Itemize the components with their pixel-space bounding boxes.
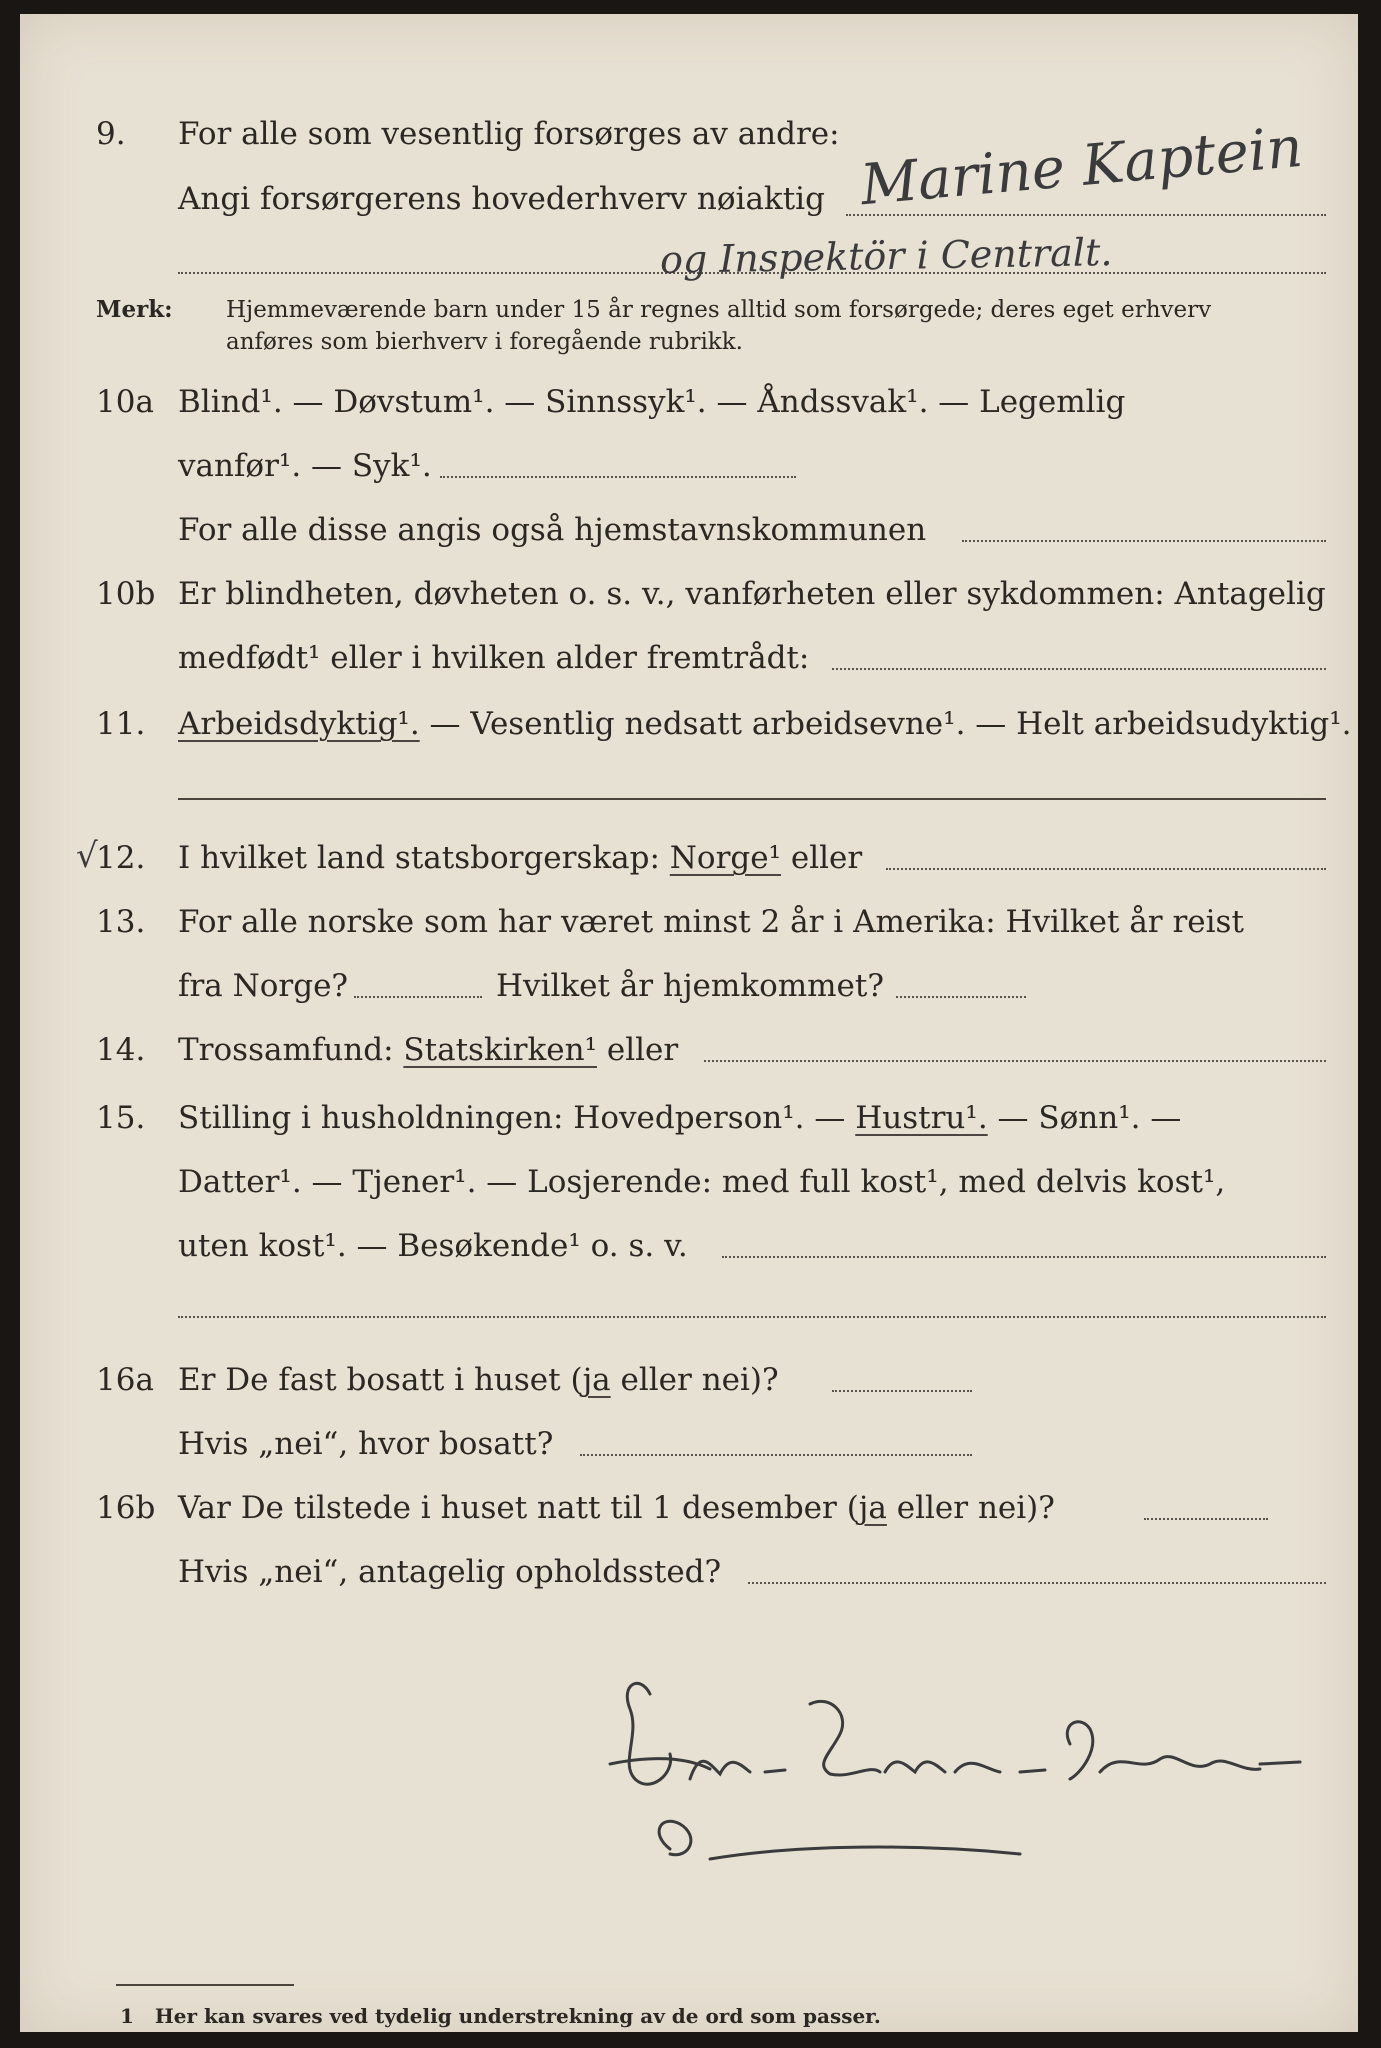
question-options [178,1488,1055,1528]
question-text: eller nei)? [610,1362,779,1398]
footnote-text: Her kan svares ved tydelig understrekning av de ord som passer. [154,2004,881,2028]
question-16a-line2 [20,1424,1358,1464]
note-label: Merk: [96,296,173,323]
census-form-page [20,14,1358,2032]
question-number: 11. [96,706,146,742]
question-15-line3 [20,1226,1358,1266]
question-14 [20,1030,1358,1070]
question-number: 10b [96,576,156,612]
footnote [120,2004,881,2028]
selected-option: Statskirken¹ [403,1032,597,1068]
selected-option: ja [858,1490,887,1526]
answer-line [178,1316,1326,1318]
answer-line [832,1390,972,1392]
question-13 [20,902,1358,942]
answer-line [1144,1518,1268,1520]
answer-line [722,1256,1326,1258]
answer-line [440,476,796,478]
question-options [178,704,1352,744]
question-15 [20,1098,1358,1138]
question-text: eller [597,1032,679,1068]
question-text: fra Norge? [178,968,349,1004]
selected-option: Arbeidsdyktig¹. [178,706,420,742]
question-10b [20,574,1358,614]
question-10b-line2 [20,638,1358,678]
question-number: 14. [96,1032,146,1068]
footnote-mark: 1 [120,2004,134,2028]
question-10a-line2 [20,446,1358,486]
answer-line [962,540,1326,542]
question-options [178,1098,1181,1138]
answer-line [832,668,1326,670]
selected-option: Norge¹ [669,840,782,876]
question-number: 16b [96,1490,156,1526]
question-text: Er De fast bosatt i huset ( [178,1362,583,1398]
answer-line [704,1060,1326,1062]
question-text: — Vesentlig nedsatt arbeidsevne¹. — Helt arbeidsudyktig¹. [419,706,1352,742]
check-mark: √ [76,836,98,876]
answer-line [580,1454,972,1456]
handwritten-answer: og Inspektör i Centralt. [659,230,1113,282]
question-text: I hvilket land statsborgerskap: [178,840,660,876]
question-text: For alle norske som har været minst 2 år i Amerika: Hvilket år reist [178,904,1244,940]
handwritten-signature [600,1654,1340,1884]
question-text: vanfør¹. — Syk¹. [178,448,432,484]
answer-line [886,868,1326,870]
question-text: Hvis „nei“, antagelig opholdssted? [178,1554,722,1590]
question-number: 9. [96,116,126,152]
question-number: 15. [96,1100,146,1136]
answer-line [178,798,1326,800]
question-11 [20,704,1358,744]
question-options [178,838,862,878]
question-text: — Sønn¹. — [987,1100,1182,1136]
answer-line [748,1582,1326,1584]
question-text: medfødt¹ eller i hvilken alder fremtrådt: [178,640,810,676]
question-10a [20,382,1358,422]
question-15-line2 [20,1162,1358,1202]
question-text: Er blindheten, døvheten o. s. v., vanførheten eller sykdommen: Antagelig [178,576,1326,612]
question-text: Var De tilstede i huset natt til 1 desember ( [178,1490,859,1526]
question-text: eller nei)? [886,1490,1055,1526]
question-number: 16a [96,1362,154,1398]
answer-line [896,996,1026,998]
selected-option: ja [582,1362,611,1398]
note-text: anføres som bierhverv i foregående rubrikk. [226,329,743,355]
question-12 [20,838,1358,878]
question-13-line2 [20,966,1358,1006]
question-text: Hvis „nei“, hvor bosatt? [178,1426,554,1462]
question-text: Stilling i husholdningen: Hovedperson¹. — [178,1100,856,1136]
handwritten-answer: Marine Kaptein [858,114,1306,219]
question-text: Trossamfund: [178,1032,394,1068]
question-number: 13. [96,904,146,940]
question-text: Hvilket år hjemkommet? [496,968,884,1004]
question-10a-line3 [20,510,1358,550]
question-options [178,1360,779,1400]
question-16b-line2 [20,1552,1358,1592]
footnote-rule [116,1984,294,1986]
question-number: 12. [96,840,146,876]
question-options [178,1030,678,1070]
selected-option: Hustru¹. [855,1100,988,1136]
answer-line [354,996,482,998]
question-text: Blind¹. — Døvstum¹. — Sinnssyk¹. — Åndssvak¹. — Legemlig [178,384,1126,420]
question-text: uten kost¹. — Besøkende¹ o. s. v. [178,1228,688,1264]
question-text: Angi forsørgerens hovederhverv nøiaktig [178,181,825,217]
question-text: eller [781,840,863,876]
question-number: 10a [96,384,154,420]
question-16a [20,1360,1358,1400]
question-text: For alle disse angis også hjemstavnskommunen [178,512,927,548]
answer-line [846,214,1326,216]
note-text: Hjemmeværende barn under 15 år regnes alltid som forsørgede; deres eget erhverv [226,297,1212,323]
question-text: Datter¹. — Tjener¹. — Losjerende: med full kost¹, med delvis kost¹, [178,1164,1226,1200]
question-text: For alle som vesentlig forsørges av andre: [178,116,840,152]
question-16b [20,1488,1358,1528]
